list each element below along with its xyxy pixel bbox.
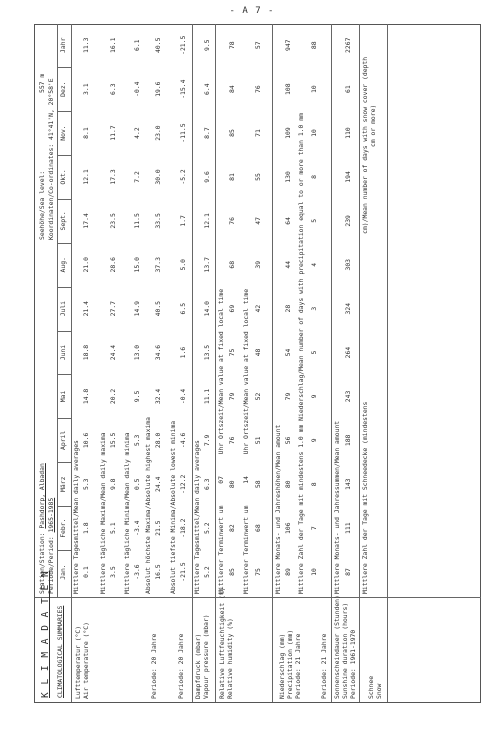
data-cell: 7 [310,526,318,531]
snow-title-c: cm or more) [369,104,377,147]
data-cell: 12.1 [82,169,90,185]
month-header-2: März [59,476,67,492]
row-precip-days [311,24,321,702]
data-cell: 14.8 [82,388,90,405]
data-cell: 27.7 [109,300,117,317]
data-cell: 16.1 [109,37,117,53]
coordinates-line [48,78,55,240]
data-cell: 15.0 [133,257,141,273]
rule-snow-bottom [387,24,388,702]
data-cell: 9.6 [203,171,211,183]
month-header-12: Jahr [59,37,67,53]
data-cell: 14.0 [203,300,211,317]
data-cell: 6.1 [133,39,141,52]
month-header-5: Juni [59,344,67,361]
data-cell: 143 [344,478,352,491]
sea-level-label: Seehöhe/Sea level: [38,170,46,240]
snow-label-de: Schnee [367,675,375,699]
temp-mean-title: Mittlere Tagesmittel/Mean daily averages [72,440,80,594]
coordinates-value: 41°41'N, 20°58'E [47,78,55,140]
month-divider [57,550,71,551]
month-header-10: Nov. [59,125,67,141]
data-cell: 44 [284,260,292,269]
data-cell: 303 [344,258,352,271]
data-cell: 48 [254,348,262,357]
station-label: Station/Station: [38,532,46,594]
rule-snow [359,24,360,702]
data-cell: 87 [344,568,352,576]
month-header-9: Okt. [59,169,67,185]
data-cell: 0.5 [133,478,141,491]
data-cell: 85 [228,568,236,576]
data-cell: 11.1 [203,388,211,405]
data-cell: 21.0 [82,257,90,273]
data-cell: 34.6 [154,344,162,361]
row-temp-mean [83,24,93,702]
data-cell: 68 [228,260,236,269]
sea-level-line [39,74,46,240]
data-cell: 82 [228,524,236,533]
data-cell: 80 [228,480,236,489]
data-cell: -18.2 [179,518,187,538]
data-cell: 85 [228,129,236,137]
month-divider [57,418,71,419]
period-line [48,498,55,594]
data-cell: 84 [228,85,236,94]
data-cell: 239 [344,215,352,227]
sea-level-value: 557 [38,81,46,94]
coordinates-label: Koordinaten/Co-ordinates: [47,143,55,240]
month-header-3: April [59,430,67,450]
hum14-time: 14 [242,476,250,484]
data-cell: 6.5 [179,302,187,315]
data-cell: 24.4 [109,344,117,361]
data-cell: -15.4 [179,79,187,99]
data-cell: 55 [254,173,262,181]
data-cell: -0.4 [133,81,141,97]
data-cell: 5.1 [109,522,117,534]
data-cell: 5 [310,218,318,223]
data-cell: 13.0 [133,344,141,361]
temp-period-label-b: Periode: 20 Jahre [177,633,185,699]
data-cell: 8.1 [82,127,90,139]
data-cell: 78 [228,41,236,50]
row-temp-max [110,24,120,702]
data-cell: 13.5 [203,344,211,361]
month-divider [57,375,71,376]
row-temp-min [134,24,144,702]
table-subtitle: CLIMATOLOGICAL SUMMARIES [56,605,64,698]
data-cell: 18.8 [82,344,90,361]
data-cell: 188 [344,434,352,447]
month-divider [57,67,71,68]
rule-vapour [192,24,193,702]
row-sunshine [345,24,355,702]
data-cell: 10 [310,568,318,576]
month-header-4: Mai [59,390,67,403]
month-header-7: Aug. [59,257,67,273]
hum07-title [218,289,225,594]
abs-max-title: Absolut höchste Maxima/Absolute highest maxima [144,417,152,594]
data-cell: -5.2 [179,169,187,185]
precip-period: Periode: 21 Jahre [294,633,302,699]
data-cell: 30.0 [154,169,162,185]
data-cell: 243 [344,390,352,403]
month-divider [57,199,71,200]
data-cell: 76 [228,436,236,445]
rule-humidity [215,24,216,702]
data-cell: 947 [284,39,292,52]
precip-period-2: Periode: 21 Jahre [320,633,328,699]
data-cell: 54 [284,348,292,357]
hum07-time: 07 [217,476,225,484]
data-cell: 76 [254,85,262,94]
data-cell: -0.4 [179,388,187,405]
vapour-title: Mittlere Tagesmittel/Mean daily averages [193,440,201,594]
data-cell: -3.4 [133,520,141,536]
data-cell: 56 [284,436,292,445]
data-cell: -11.5 [179,123,187,143]
data-cell: 39 [254,260,262,269]
data-cell: 69 [228,304,236,313]
data-cell: 111 [344,522,352,534]
data-cell: 0.1 [82,566,90,578]
data-cell: -12.2 [179,474,187,494]
data-cell: 42 [254,304,262,313]
data-cell: 8 [310,175,318,179]
data-cell: 3.5 [109,566,117,578]
data-cell: 32.4 [154,388,162,405]
data-cell: 52 [254,392,262,401]
data-cell: 58 [254,480,262,489]
data-cell: 17.3 [109,169,117,185]
month-divider [57,287,71,288]
data-cell: 130 [284,171,292,183]
data-cell: 6.3 [203,478,211,491]
sunshine-label-de: Sonnenscheindauer (Stunden) [333,595,341,699]
month-divider [57,331,71,332]
data-cell: 106 [284,522,292,534]
vapour-label-en: Vapour pressure (mbar) [202,614,210,699]
hum07-title-a: Mittlerer Terminwert um [217,505,225,594]
data-cell: 15.5 [109,432,117,449]
snow-title-a: Mittlere Zahl der Tage mit Schneedecke (mindestens [361,401,369,594]
data-cell: 324 [344,302,352,315]
data-cell: 89 [284,568,292,576]
rotated-table-frame [34,24,481,703]
month-divider [57,155,71,156]
hum07-title-b: Uhr Ortszeit/Mean value at fixed local time [217,288,225,455]
data-cell: -3.6 [133,564,141,580]
hum14-title [243,289,250,594]
data-cell: 61 [344,85,352,94]
rule-precip [272,24,273,702]
data-cell: 11.5 [133,213,141,229]
data-cell: 9.8 [109,478,117,491]
data-cell: 6.4 [203,83,211,95]
data-cell: 9 [310,394,318,399]
month-header-11: Dez. [59,81,67,97]
data-cell: 5.3 [82,478,90,491]
data-cell: 64 [284,217,292,225]
row-precip [285,24,295,702]
data-cell: 75 [254,568,262,576]
data-cell: 19.6 [154,81,162,97]
temp-label-en: Air temperature (°C) [82,622,90,699]
station-line [39,463,46,594]
data-cell: 8.7 [203,127,211,139]
humidity-label-en: Relative humidity (%) [226,618,234,699]
sunshine-title: Mittlere Monats- und Jahressummen/Mean amount [333,420,341,594]
data-cell: 7.2 [133,171,141,183]
data-cell: 9.5 [133,390,141,403]
period-value: 1965-1985 [47,497,55,533]
month-header-0: Jan. [59,564,67,580]
sunshine-period: Periode: 1961-1970 [349,629,357,699]
data-cell: 57 [254,41,262,50]
month-divider [57,506,71,507]
data-cell: 21.4 [82,300,90,317]
data-cell: 9.5 [203,39,211,52]
data-cell: 110 [344,127,352,139]
header-rule-top [57,24,58,598]
data-cell: 194 [344,171,352,183]
data-cell: 4.2 [133,127,141,139]
data-cell: -4.6 [179,432,187,449]
hum14-title-a: Mittlerer Terminwert um [242,505,250,594]
month-divider [57,462,71,463]
data-cell: 79 [284,392,292,401]
data-cell: 88 [310,41,318,50]
data-cell: 10.6 [82,432,90,449]
precip-label-en: Precipitation (mm) [286,629,294,699]
data-cell: 264 [344,346,352,359]
row-vapour [204,24,214,702]
rule-sunshine [331,24,332,702]
data-cell: 11.7 [109,125,117,141]
header-rule-bottom [71,24,72,702]
snow-title-b: cm)/Mean number of days with snow cover (depth [361,56,369,234]
row-hum14 [255,24,265,702]
data-cell: 71 [254,129,262,137]
page-number: - A 7 - [229,6,275,16]
data-cell: 1.6 [179,346,187,359]
station-name: Pashdorp, Albadan [38,463,46,529]
data-cell: 33.5 [154,213,162,229]
precip-days-title: Mittlere Zahl der Tage mit mindestens 1.0 mm Niederschlag/Mean number of days with precipitation equal to or more than 1.0 mm [297,113,305,594]
data-cell: 7.9 [203,434,211,447]
data-cell: -21.5 [179,562,187,582]
data-cell: 68 [254,524,262,533]
data-cell: 80 [284,480,292,489]
data-cell: 28.0 [154,432,162,449]
precip-title: Mittlere Monats- und Jahreshöhen/Mean amount [274,424,282,594]
data-cell: 14.9 [133,300,141,317]
data-cell: 17.4 [82,213,90,229]
precip-label-de: Niederschlag (mm) [278,633,286,699]
vapour-label-de: Dampfdruck (mbar) [194,633,202,699]
month-divider [57,111,71,112]
data-cell: 109 [284,127,292,139]
period-label: Periode/Period: [47,536,55,594]
data-cell: 21.5 [154,520,162,536]
month-header-8: Sept. [59,211,67,231]
data-cell: 6.3 [109,83,117,95]
row-abs-min [177,24,190,702]
data-cell: 108 [284,83,292,95]
data-cell: 28.6 [109,257,117,273]
month-header-6: Juli [59,300,67,317]
sea-level-unit: m [38,73,46,78]
data-cell: 13.7 [203,257,211,273]
data-cell: 2267 [344,37,352,53]
snow-label-en: Snow [375,683,383,699]
data-cell: 76 [228,217,236,225]
temp-label-de: Lufttemperatur (°C) [74,625,82,699]
data-cell: 28 [284,304,292,313]
data-cell: 23.0 [154,125,162,141]
data-cell: 20.2 [109,388,117,405]
data-cell: 23.5 [109,213,117,229]
data-cell: 5.0 [179,258,187,271]
data-cell: -21.5 [179,35,187,55]
temp-max-title: Mittlere tägliche Maxima/Mean daily maxima [99,432,107,594]
hum14-title-b: Uhr Ortszeit/Mean value at fixed local time [242,288,250,455]
humidity-label-de: Relative Luftfeuchtigkeit (%) [218,587,226,699]
data-cell: 81 [228,173,236,181]
data-cell: 1.8 [82,522,90,534]
data-cell: 3 [310,306,318,311]
data-cell: 51 [254,436,262,445]
data-cell: 1.7 [179,215,187,227]
data-cell: 8 [310,482,318,487]
month-divider [57,243,71,244]
data-cell: 40.5 [154,37,162,53]
data-cell: 16.5 [154,564,162,580]
climate-table [34,24,481,703]
row-hum07 [226,24,239,702]
data-cell: 10 [310,85,318,94]
data-cell: 5.2 [203,522,211,534]
data-cell: 3.1 [82,83,90,95]
month-header-row [56,24,71,702]
data-cell: 11.3 [82,37,90,53]
data-cell: 5.2 [203,566,211,578]
temp-period-label: Periode: 20 Jahre [150,633,158,699]
abs-min-title: Absolut tiefste Minima/Absolute lowest minima [169,420,177,594]
temp-min-title: Mittlere tägliche Minima/Mean daily minima [123,432,131,594]
data-cell: 5.3 [133,434,141,447]
row-abs-max [155,24,165,702]
data-cell: 79 [228,392,236,401]
data-cell: 40.5 [154,300,162,317]
data-cell: 9 [310,438,318,443]
data-cell: 5 [310,350,318,355]
sunshine-label-en: Sunshine duration (hours) [341,602,349,699]
data-cell: 4 [310,262,318,267]
data-cell: 37.3 [154,257,162,273]
data-cell: 12.1 [203,213,211,229]
data-cell: 47 [254,217,262,225]
data-cell: 24.4 [154,476,162,492]
data-cell: 75 [228,348,236,357]
data-cell: 10 [310,129,318,137]
month-header-1: Febr. [59,518,67,538]
table-title: K L I M A D A T E N [40,570,51,698]
